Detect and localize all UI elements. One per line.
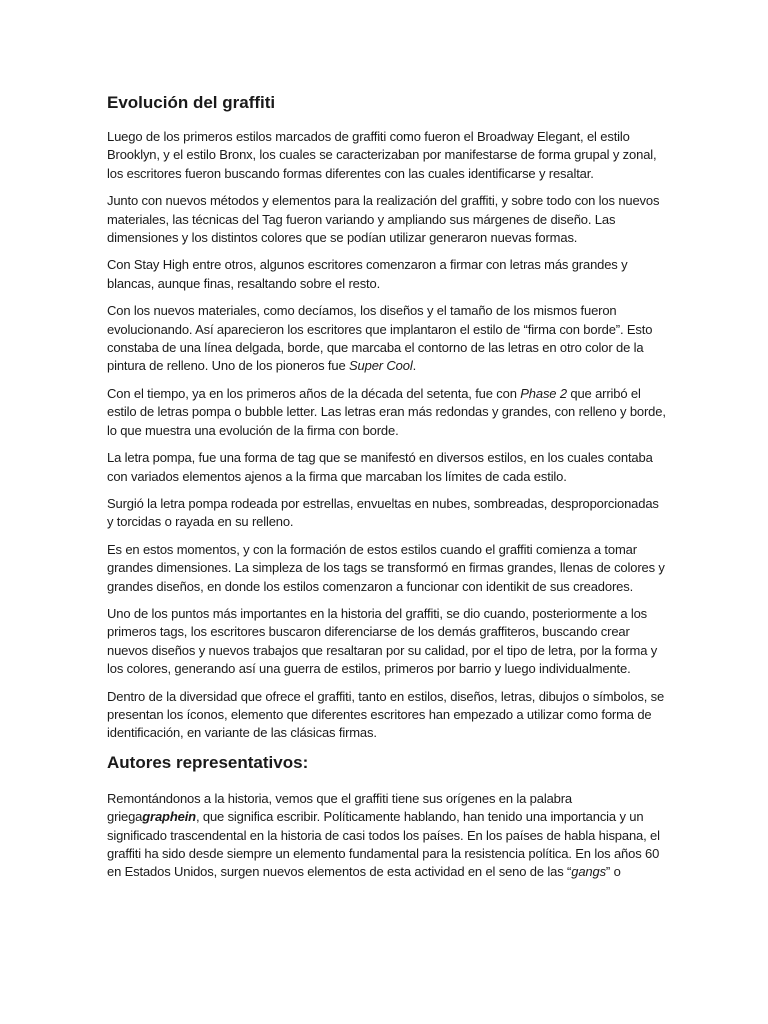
paragraph	[107, 688, 667, 743]
text-run: Con los nuevos materiales, como decíamos, los diseños y el tamaño de los mismos fueron evolucionando. Así aparecieron los escritores que implantaron el estilo de “firma con borde”. Esto constaba de una línea delgada, borde, que marcaba el contorno de las letras en otro color de la pintura de relleno. Uno de los pioneros fue	[107, 303, 653, 374]
italic-text: Phase 2	[520, 385, 567, 401]
bold-italic-text: graphein	[142, 809, 196, 825]
italic-text: Super Cool	[349, 358, 413, 374]
text-run: Remontándonos a la historia, vemos que el graffiti tiene sus orígenes en la palabra griega	[107, 790, 572, 825]
paragraph	[107, 449, 667, 486]
section-autores	[107, 790, 667, 882]
paragraph	[107, 385, 667, 440]
section-heading: Autores representativos:	[107, 752, 309, 772]
text-run: .	[412, 358, 417, 374]
paragraph	[107, 302, 667, 376]
italic-text: gangs	[571, 864, 606, 880]
text-run: Con el tiempo, ya en los primeros años de la década del setenta, fue con	[107, 385, 521, 401]
page-title: Evolución del graffiti	[107, 93, 276, 112]
text-run: ” o	[605, 864, 621, 880]
paragraph	[107, 256, 667, 293]
text-run: Es en estos momentos, y con la formación de estos estilos cuando el graffiti comienza a tomar grandes dimensiones. La simpleza de los tags se transformó en firmas grandes, llenas de colores y grandes diseños, en donde los estilos comenzaron a funcionar con identikit de sus creadores.	[107, 541, 665, 594]
text-run: que arribó el estilo de letras pompa o bubble letter. Las letras eran más redondas y grandes, con relleno y borde, lo que muestra una evolución de la firma con borde.	[107, 385, 666, 438]
paragraph	[107, 790, 667, 882]
text-run: Junto con nuevos métodos y elementos para la realización del graffiti, y sobre todo con los nuevos materiales, las técnicas del Tag fueron variando y ampliando sus márgenes de diseño. Las dimensiones y los distintos colores que se podían utilizar generaron nuevas formas.	[107, 193, 660, 246]
text-run: Con Stay High entre otros, algunos escritores comenzaron a firmar con letras más grandes y blancas, aunque finas, resaltando sobre el resto.	[107, 257, 628, 291]
text-run: Dentro de la diversidad que ofrece el graffiti, tanto en estilos, diseños, letras, dibujos o símbolos, se presentan los íconos, elemento que diferentes escritores han empezado a utilizar como forma de identificación, en variante de las clásicas firmas.	[107, 688, 665, 741]
text-run: , que significa escribir. Políticamente hablando, han tenido una importancia y un significado trascendental en la historia de casi todos los países. En los países de habla hispana, el graffiti ha sido desde siempre un elemento fundamental para la resistencia política. En los años 60 en Estados Unidos, surgen nuevos elementos de esta actividad en el seno de las “	[107, 809, 660, 880]
text-run: Surgió la letra pompa rodeada por estrellas, envueltas en nubes, sombreadas, desproporcionadas y torcidas o rayada en su relleno.	[107, 495, 659, 530]
paragraph	[107, 192, 667, 247]
document-body	[107, 93, 667, 882]
paragraph	[107, 495, 667, 532]
paragraph	[107, 605, 667, 679]
text-run: La letra pompa, fue una forma de tag que se manifestó en diversos estilos, en los cuales contaba con variados elementos ajenos a la firma que marcaban los límites de cada estilo.	[107, 450, 653, 484]
section-evolucion	[107, 128, 667, 743]
paragraph	[107, 128, 667, 183]
paragraph	[107, 541, 667, 596]
text-run: Luego de los primeros estilos marcados de graffiti como fueron el Broadway Elegant, el estilo Brooklyn, y el estilo Bronx, los cuales se caracterizaban por manifestarse de forma grupal y zonal, los escritores fueron buscando formas diferentes con las cuales identificarse y resaltar.	[107, 129, 657, 181]
text-run: Uno de los puntos más importantes en la historia del graffiti, se dio cuando, posteriormente a los primeros tags, los escritores buscaron diferenciarse de los demás graffiteros, buscando crear nuevos diseños y nuevos trabajos que resaltaran por su calidad, por el tipo de letra, por la forma y los colores, generando así una guerra de estilos, primeros por barrio y luego individualmente.	[107, 605, 658, 677]
